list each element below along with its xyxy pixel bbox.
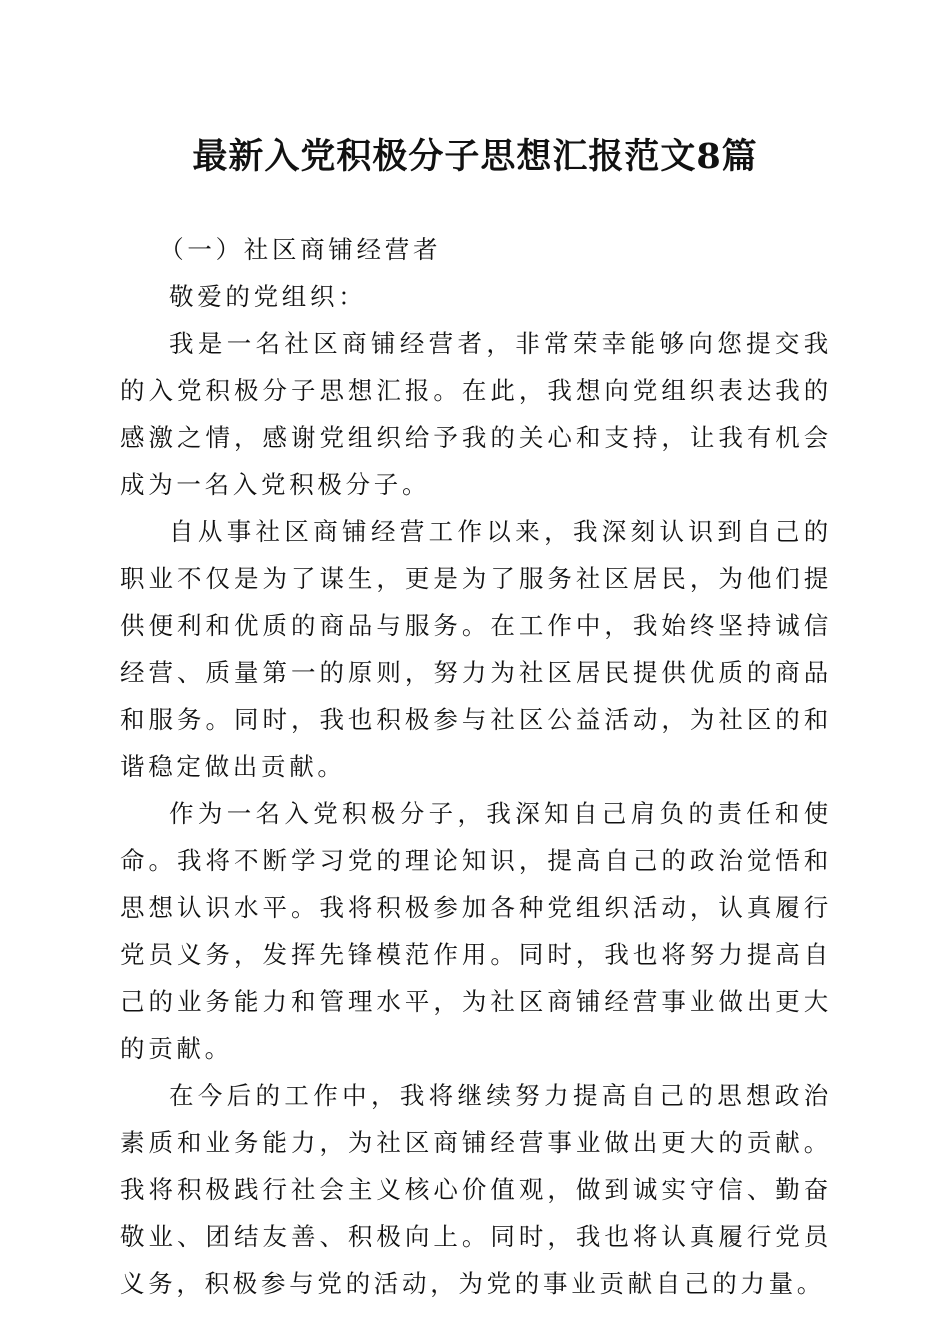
paragraph-2: 自从事社区商铺经营工作以来，我深刻认识到自己的职业不仅是为了谋生，更是为了服务社区居民，为他们提供便利和优质的商品与服务。在工作中，我始终坚持诚信经营、质量第一的原则，努力为社区居民提供优质的商品和服务。同时，我也积极参与社区公益活动，为社区的和谐稳定做出贡献。 <box>120 517 832 781</box>
document-title: 最新入党积极分子思想汇报范文8篇 <box>192 136 758 177</box>
document-body <box>120 226 832 1307</box>
paragraph-1: 我是一名社区商铺经营者，非常荣幸能够向您提交我的入党积极分子思想汇报。在此，我想向党组织表达我的感激之情，感谢党组织给予我的关心和支持，让我有机会成为一名入党积极分子。 <box>120 329 832 499</box>
salutation: 敬爱的党组织： <box>169 282 367 311</box>
paragraph-3: 作为一名入党积极分子，我深知自己肩负的责任和使命。我将不断学习党的理论知识，提高自己的政治觉悟和思想认识水平。我将积极参加各种党组织活动，认真履行党员义务，发挥先锋模范作用。同时，我也将努力提高自己的业务能力和管理水平，为社区商铺经营事业做出更大的贡献。 <box>120 799 832 1063</box>
section-heading: （一）社区商铺经营者 <box>159 235 442 264</box>
paragraph-4: 在今后的工作中，我将继续努力提高自己的思想政治素质和业务能力，为社区商铺经营事业做出更大的贡献。我将积极践行社会主义核心价值观，做到诚实守信、勤奋敬业、团结友善、积极向上。同时，我也将认真履行党员义务，积极参与党的活动，为党的事业贡献自己的力量。 <box>120 1081 832 1298</box>
